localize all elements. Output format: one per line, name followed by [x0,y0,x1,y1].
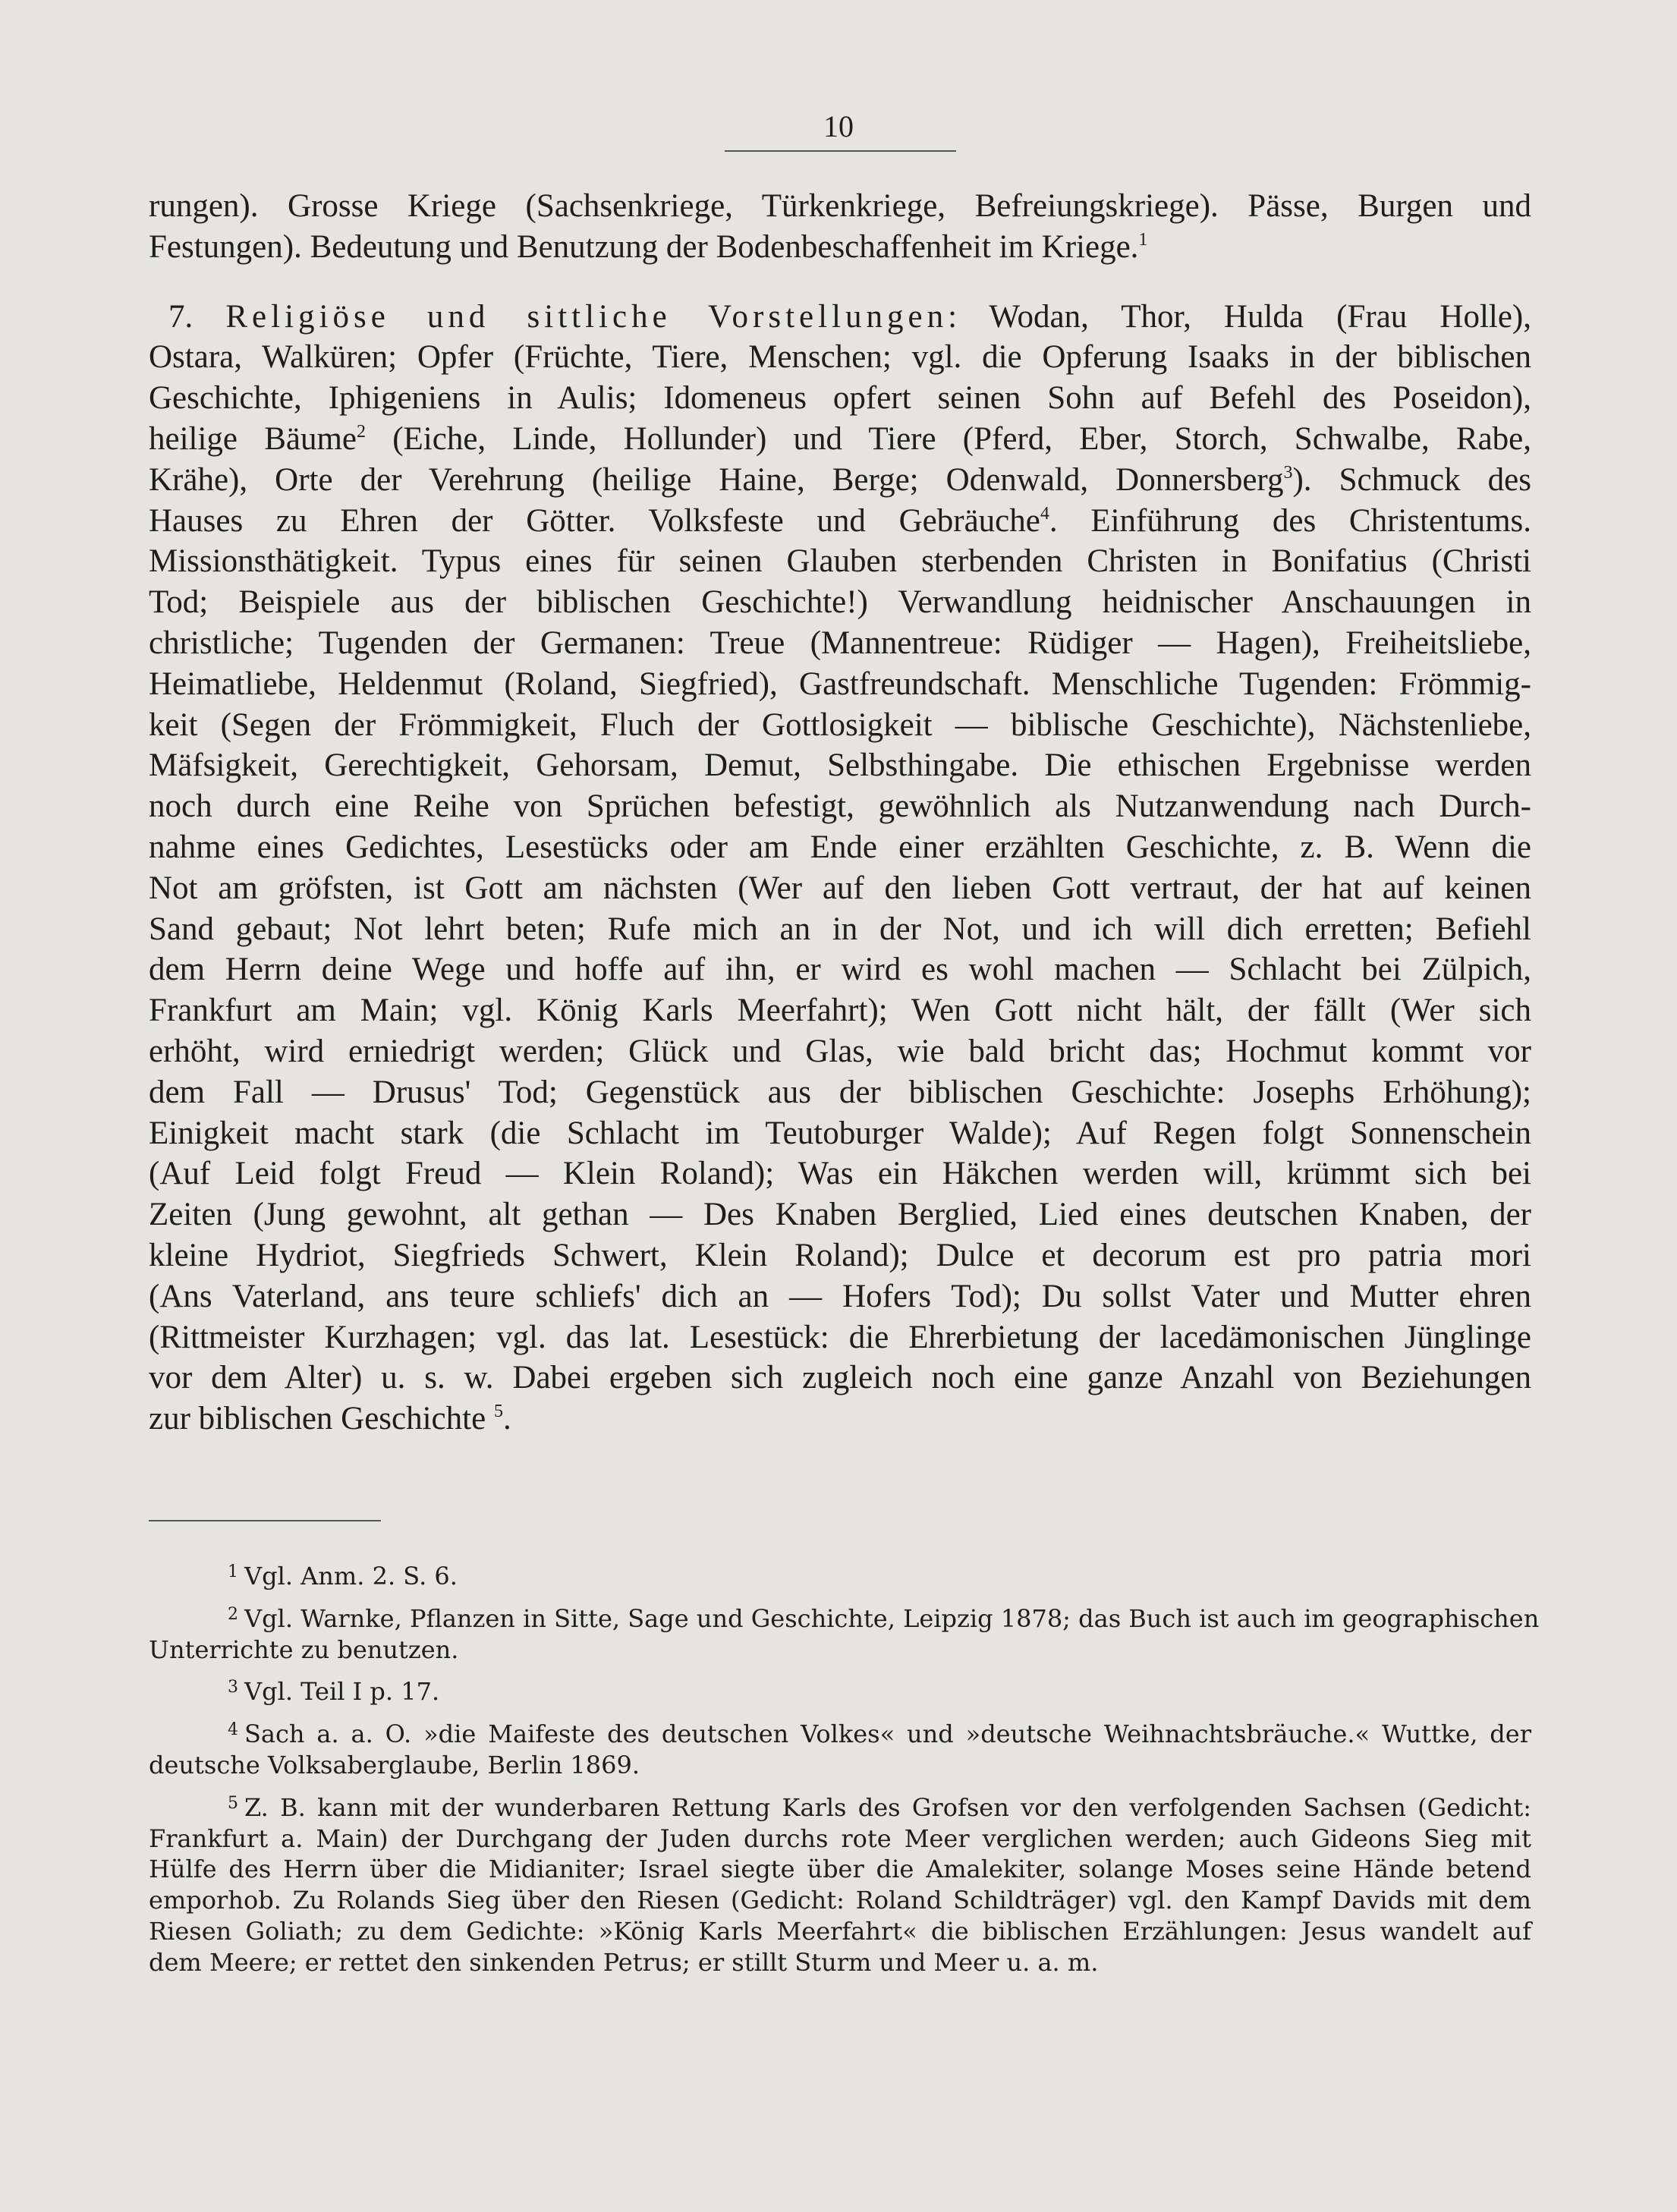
footnote [149,1603,1540,1666]
body-line: noch durch eine Reihe von Sprüchen befestigt, gewöhnlich als Nutzanwendung nach Durch- [149,788,1531,825]
footnote-ref: 4 [1040,503,1049,524]
footnote-text: Z. B. kann mit der wunderbaren Rettung Karls des Grofsen vor den verfolgenden Sachsen (Gedicht: [244,1792,1531,1822]
body-line: Tod; Beispiele aus der biblischen Geschichte!) Verwandlung heidnischer Anschauungen in [149,584,1531,621]
footnote-text: Vgl. Anm. 2. S. 6. [244,1562,458,1591]
footnote-text: Riesen Goliath; zu dem Gedichte: »König Karls Meerfahrt« die biblischen Erzählungen: Jesus wandelt auf [149,1916,1531,1946]
footnote-ref: 5 [493,1402,503,1422]
body-line: dem Fall — Drusus' Tod; Gegenstück aus der biblischen Geschichte: Josephs Erhöhung); [149,1074,1531,1110]
footnote-ref: 1 [1138,229,1148,250]
header-rule [725,150,956,152]
body-line: Krähe), Orte der Verehrung (heilige Haine, Berge; Odenwald, Donnersberg$^3$). Schmuck des [149,461,1531,498]
page-number: 10 [823,109,854,143]
body-line: (Auf Leid folgt Freud — Klein Roland); Was ein Häkchen werden will, krümmt sich bei [149,1156,1531,1192]
footnote-text: Vgl. Warnke, Pflanzen in Sitte, Sage und Geschichte, Leipzig 1878; das Buch ist auch im geographischen [244,1603,1540,1633]
body-line: (Rittmeister Kurzhagen; vgl. das lat. Lesestück: die Ehrerbietung der lacedämonischen Jünglinge [149,1319,1531,1355]
footnote-mark: 3 [228,1678,238,1698]
body-line: keit (Segen der Frömmigkeit, Fluch der Gottlosigkeit — biblische Geschichte), Nächstenliebe, [149,706,1531,743]
footnote-mark: 4 [228,1720,238,1740]
body-line: vor dem Alter) u. s. w. Dabei ergeben sich zugleich noch eine ganze Anzahl von Beziehungen [149,1360,1531,1396]
body-line: Frankfurt am Main; vgl. König Karls Meerfahrt); Wen Gott nicht hält, der fällt (Wer sich [149,993,1531,1029]
body-line: christliche; Tugenden der Germanen: Treue (Mannentreue: Rüdiger — Hagen), Freiheitsliebe, [149,625,1531,661]
footnote [149,1676,1531,1707]
body-line: Missionsthätigkeit. Typus eines für seinen Glauben sterbenden Christen in Bonifatius (Christi [149,543,1531,580]
footnote [149,1561,1531,1592]
footnote-text: Frankfurt a. Main) der Durchgang der Juden durchs rote Meer verglichen werden; auch Gideons Sieg mit [149,1823,1531,1853]
body-line: rungen). Grosse Kriege (Sachsenkriege, Türkenkriege, Befreiungskriege). Pässe, Burgen und [149,188,1531,224]
footnote-text: Vgl. Teil I p. 17. [244,1677,440,1707]
body-line: Geschichte, Iphigeniens in Aulis; Idomeneus opfert seinen Sohn auf Befehl des Poseidon), [149,380,1531,417]
section-heading-line: 7. Religiöse und sittliche Vorstellungen: Wodan, Thor, Hulda (Frau Holle), [168,298,1531,335]
footnote-mark: 1 [228,1562,238,1581]
footnote [149,1719,1531,1781]
body-line: Heimatliebe, Heldenmut (Roland, Siegfried), Gastfreundschaft. Menschliche Tugenden: Frömmig- [149,665,1531,702]
body-line: erhöht, wird erniedrigt werden; Glück und Glas, wie bald bricht das; Hochmut kommt vor [149,1033,1531,1069]
footnote-mark: 5 [228,1793,238,1813]
footnote-text: Unterrichte zu benutzen. [149,1635,459,1664]
body-line: kleine Hydriot, Siegfrieds Schwert, Klein Roland); Dulce et decorum est pro patria mori [149,1237,1531,1273]
body-line: nahme eines Gedichtes, Lesestücks oder am Ende einer erzählten Geschichte, z. B. Wenn die [149,829,1531,865]
footnote-ref: 3 [1283,462,1293,483]
footnote-ref: 2 [357,421,367,442]
body-line: dem Herrn deine Wege und hoffe auf ihn, er wird es wohl machen — Schlacht bei Zülpich, [149,952,1531,988]
footnote-text: dem Meere; er rettet den sinkenden Petrus; er stillt Sturm und Meer u. a. m. [149,1947,1099,1977]
body-line: Einigkeit macht stark (die Schlacht im Teutoburger Walde); Auf Regen folgt Sonnenschein [149,1115,1531,1151]
footnote [149,1792,1531,1978]
body-line: Ostara, Walküren; Opfer (Früchte, Tiere, Menschen; vgl. die Opferung Isaaks in der biblischen [149,339,1531,376]
body-line: (Ans Vaterland, ans teure schliefs' dich an — Hofers Tod); Du sollst Vater und Mutter ehren [149,1278,1531,1314]
body-text [149,186,1531,1440]
footnote-rule [149,1520,381,1521]
body-line: Not am gröfsten, ist Gott am nächsten (Wer auf den lieben Gott vertraut, der hat auf keinen [149,870,1531,906]
body-line: Hauses zu Ehren der Götter. Volksfeste und Gebräuche$^4$. Einführung des Christentums. [149,502,1531,539]
body-line: zur biblischen Geschichte $^5$. [149,1401,511,1437]
body-line: Zeiten (Jung gewohnt, alt gethan — Des Knaben Berglied, Lied eines deutschen Knaben, der [149,1197,1531,1233]
body-line: Sand gebaut; Not lehrt beten; Rufe mich an in der Not, und ich will dich erretten; Befiehl [149,911,1531,947]
footnote-text: Hülfe des Herrn über die Midianiter; Israel siegte über die Amalekiter, solange Moses seine Hände betend [149,1855,1531,1884]
footnote-text: Sach a. a. O. »die Maifeste des deutschen Volkes« und »deutsche Weihnachtsbräuche.« Wuttke, der [244,1720,1531,1749]
footnote-mark: 2 [228,1604,238,1624]
body-line: heilige Bäume$^2$ (Eiche, Linde, Hollunder) und Tiere (Pferd, Eber, Storch, Schwalbe, Rabe, [149,420,1532,457]
footnote-text: emporhob. Zu Rolands Sieg über den Riesen (Gedicht: Roland Schildträger) vgl. den Kampf Davids mit dem [149,1886,1531,1915]
footnote-text: deutsche Volksaberglaube, Berlin 1869. [149,1750,640,1779]
body-line: Festungen). Bedeutung und Benutzung der Bodenbeschaffenheit im Kriege.$^1$ [149,228,1148,265]
footnotes [149,1561,1540,1990]
body-line: Mäfsigkeit, Gerechtigkeit, Gehorsam, Demut, Selbsthingabe. Die ethischen Ergebnisse werden [149,747,1531,784]
